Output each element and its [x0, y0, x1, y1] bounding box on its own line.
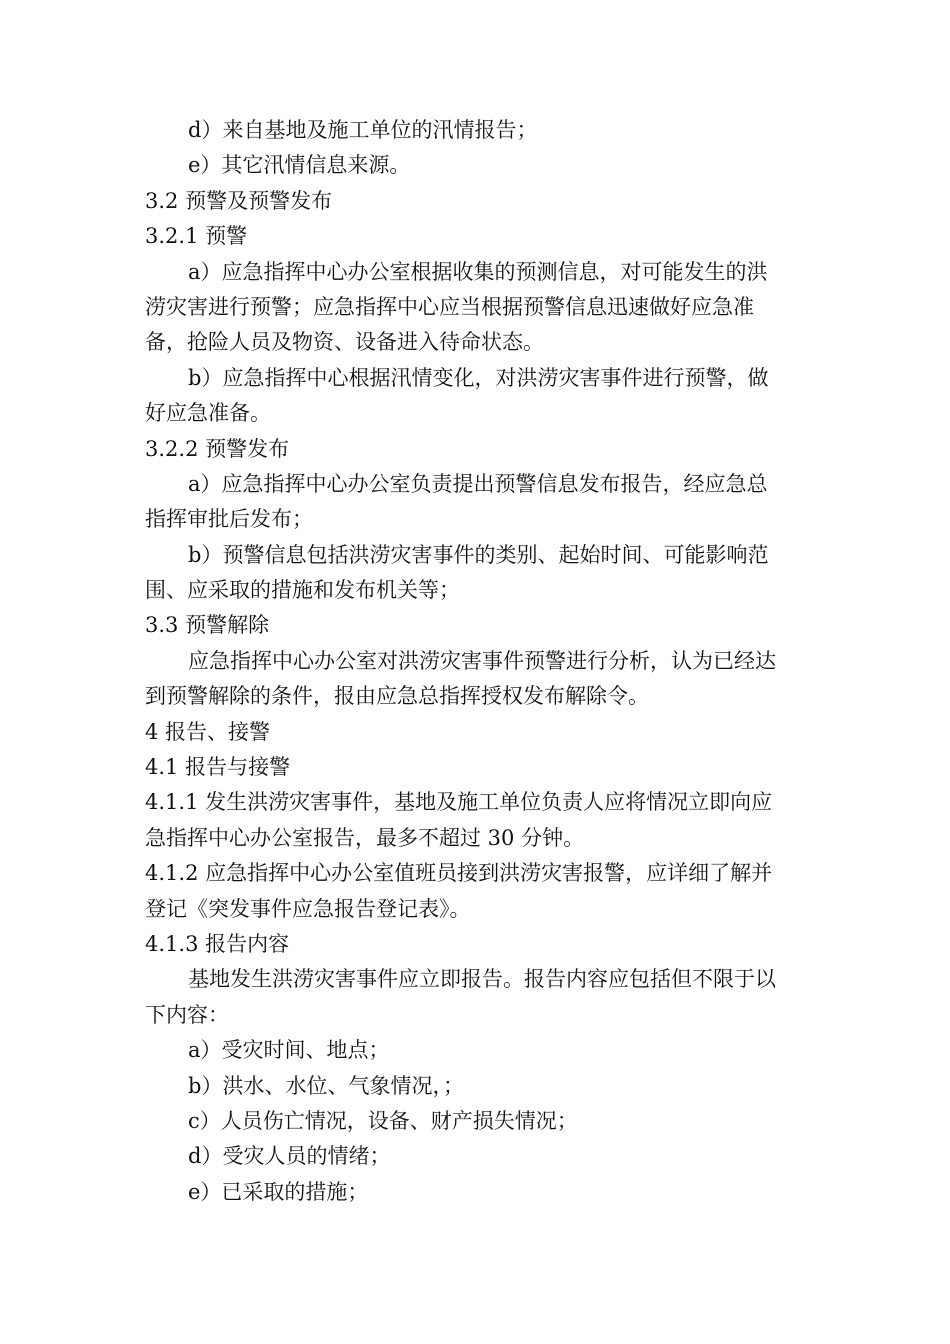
text-line: 3.2.1 预警 — [145, 224, 248, 249]
text-line: 围、应采取的措施和发布机关等； — [145, 578, 460, 603]
text-line: 3.2 预警及预警发布 — [145, 188, 333, 213]
text-line: 4 报告、接警 — [145, 719, 271, 744]
text-line: 4.1.2 应急指挥中心办公室值班员接到洪涝灾害报警，应详细了解并 — [145, 861, 773, 886]
text-line: e）已采取的措施； — [188, 1179, 369, 1204]
text-line: a）应急指挥中心办公室负责提出预警信息发布报告，经应急总 — [188, 471, 768, 496]
text-line: 指挥审批后发布； — [145, 507, 313, 532]
text-line: 涝灾害进行预警；应急指挥中心应当根据预警信息迅速做好应急准 — [145, 294, 754, 319]
text-line: b）应急指挥中心根据汛情变化，对洪涝灾害事件进行预警，做 — [188, 365, 769, 390]
text-line: b）预警信息包括洪涝灾害事件的类别、起始时间、可能影响范 — [188, 542, 769, 567]
text-line: 下内容： — [145, 1002, 229, 1027]
text-line: 基地发生洪涝灾害事件应立即报告。报告内容应包括但不限于以 — [188, 967, 776, 992]
text-line: e）其它汛情信息来源。 — [188, 153, 411, 178]
text-line: a）应急指挥中心办公室根据收集的预测信息，对可能发生的洪 — [188, 259, 768, 284]
text-line: d）受灾人员的情绪； — [188, 1144, 391, 1169]
text-line: 到预警解除的条件，报由应急总指挥授权发布解除令。 — [145, 684, 649, 709]
text-line: 4.1 报告与接警 — [145, 755, 291, 780]
text-line: 登记《突发事件应急报告登记表》。 — [145, 896, 471, 921]
text-line: c）人员伤亡情况，设备、财产损失情况； — [188, 1108, 578, 1133]
text-line: b）洪水、水位、气象情况，； — [188, 1073, 464, 1098]
text-line: d）来自基地及施工单位的汛情报告； — [188, 118, 538, 142]
text-line: 4.1.3 报告内容 — [145, 931, 290, 956]
text-line: 急指挥中心办公室报告，最多不超过 30 分钟。 — [145, 825, 585, 850]
text-line: 应急指挥中心办公室对洪涝灾害事件预警进行分析，认为已经达 — [188, 648, 776, 673]
text-line: a）受灾时间、地点； — [188, 1038, 390, 1063]
text-line: 备，抢险人员及物资、设备进入待命状态。 — [145, 330, 544, 355]
text-line: 3.3 预警解除 — [145, 613, 270, 638]
text-line: 好应急准备。 — [145, 401, 271, 426]
document-body — [145, 113, 810, 1210]
text-line: 3.2.2 预警发布 — [145, 436, 290, 461]
text-line: 4.1.1 发生洪涝灾害事件，基地及施工单位负责人应将情况立即向应 — [145, 790, 773, 815]
